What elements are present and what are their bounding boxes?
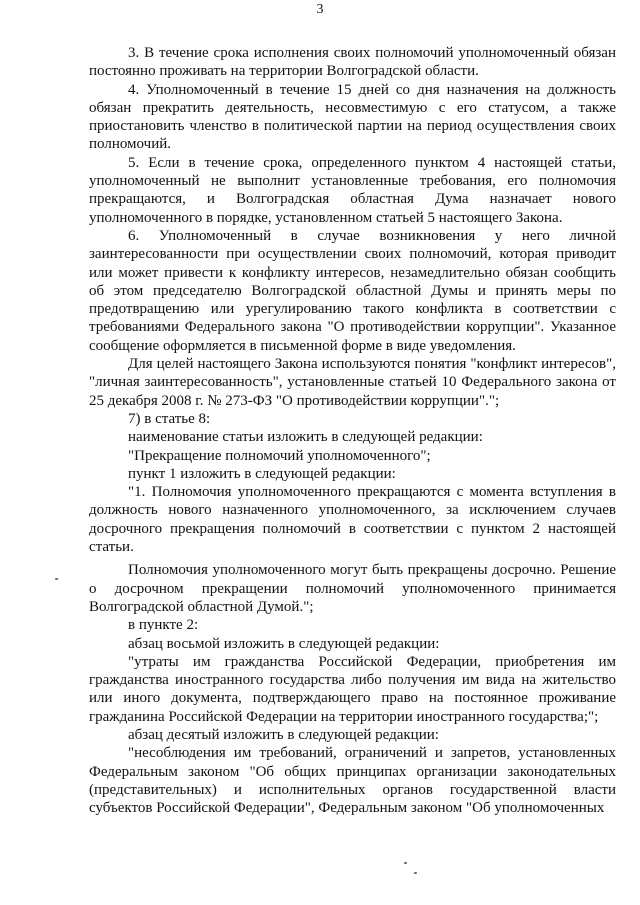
paragraph-item-5: 5. Если в течение срока, определенного пунктом 4 настоящей статьи, уполномоченный не выполнит установленные требования, его полномочия прекращаются, и Волгоградская областная Дума назначает нового уполномоченного в порядке, установленном статьей 5 настоящего Закона.: [89, 154, 616, 226]
scan-speck: [414, 872, 417, 874]
document-body: [89, 44, 616, 817]
amendment-point-7: 7) в статье 8:: [128, 410, 211, 427]
quoted-paragraph: "несоблюдения им требований, ограничений и запретов, установленных Федеральным законом "Об общих принципах организации законодательных (представительных) и исполнительных органов государственной власти субъектов Российской Федерации", Федеральным законом "Об уполномоченных: [89, 745, 616, 817]
amendment-instruction: абзац восьмой изложить в следующей редакции:: [128, 635, 440, 652]
quoted-paragraph: "1. Полномочия уполномоченного прекращаются с момента вступления в должность нового назначенного уполномоченного, за исключением случаев досрочного прекращения полномочий в соответствии с пунктом 2 настоящей статьи.: [89, 484, 616, 556]
amendment-instruction: в пункте 2:: [128, 617, 199, 634]
paragraph-definitions: Для целей настоящего Закона используются понятия "конфликт интересов", "личная заинтересованность", установленные статьей 10 Федерального закона от 25 декабря 2008 г. № 273-ФЗ "О противодействии коррупции".";: [89, 356, 616, 409]
quoted-paragraph: Полномочия уполномоченного могут быть прекращены досрочно. Решение о досрочном прекращении полномочий уполномоченного принимается Волгоградской областной Думой.";: [89, 562, 616, 615]
amendment-instruction: пункт 1 изложить в следующей редакции:: [128, 465, 396, 482]
paragraph-item-6: 6. Уполномоченный в случае возникновения у него личной заинтересованности при осуществлении своих полномочий, которая приводит или может привести к конфликту интересов, незамедлительно обязан сообщить об этом председателю Волгоградской областной Думы и принять меры по предотвращению или урегулированию такого конфликта в соответствии с требованиями Федерального закона "О противодействии коррупции". Указанное сообщение оформляется в письменной форме в виде уведомления.: [89, 227, 616, 354]
scan-speck: [404, 862, 407, 864]
quoted-paragraph: "утраты им гражданства Российской Федерации, приобретения им гражданства иностранного государства либо получения им вида на жительство или иного документа, подтверждающего право на постоянное проживание гражданина Российской Федерации на территории иностранного государства;";: [89, 653, 616, 725]
scan-speck: [55, 578, 58, 580]
paragraph-item-3: 3. В течение срока исполнения своих полномочий уполномоченный обязан постоянно проживать на территории Волгоградской области.: [89, 45, 616, 80]
paragraph-item-4: 4. Уполномоченный в течение 15 дней со дня назначения на должность обязан прекратить деятельность, несовместимую с его статусом, а также приостановить членство в политической партии на период осуществления своих полномочий.: [89, 81, 616, 153]
article-title-quote: "Прекращение полномочий уполномоченного";: [128, 447, 431, 464]
amendment-instruction: абзац десятый изложить в следующей редакции:: [128, 726, 439, 743]
amendment-instruction: наименование статьи изложить в следующей редакции:: [128, 429, 483, 446]
page-number: 3: [316, 2, 324, 17]
